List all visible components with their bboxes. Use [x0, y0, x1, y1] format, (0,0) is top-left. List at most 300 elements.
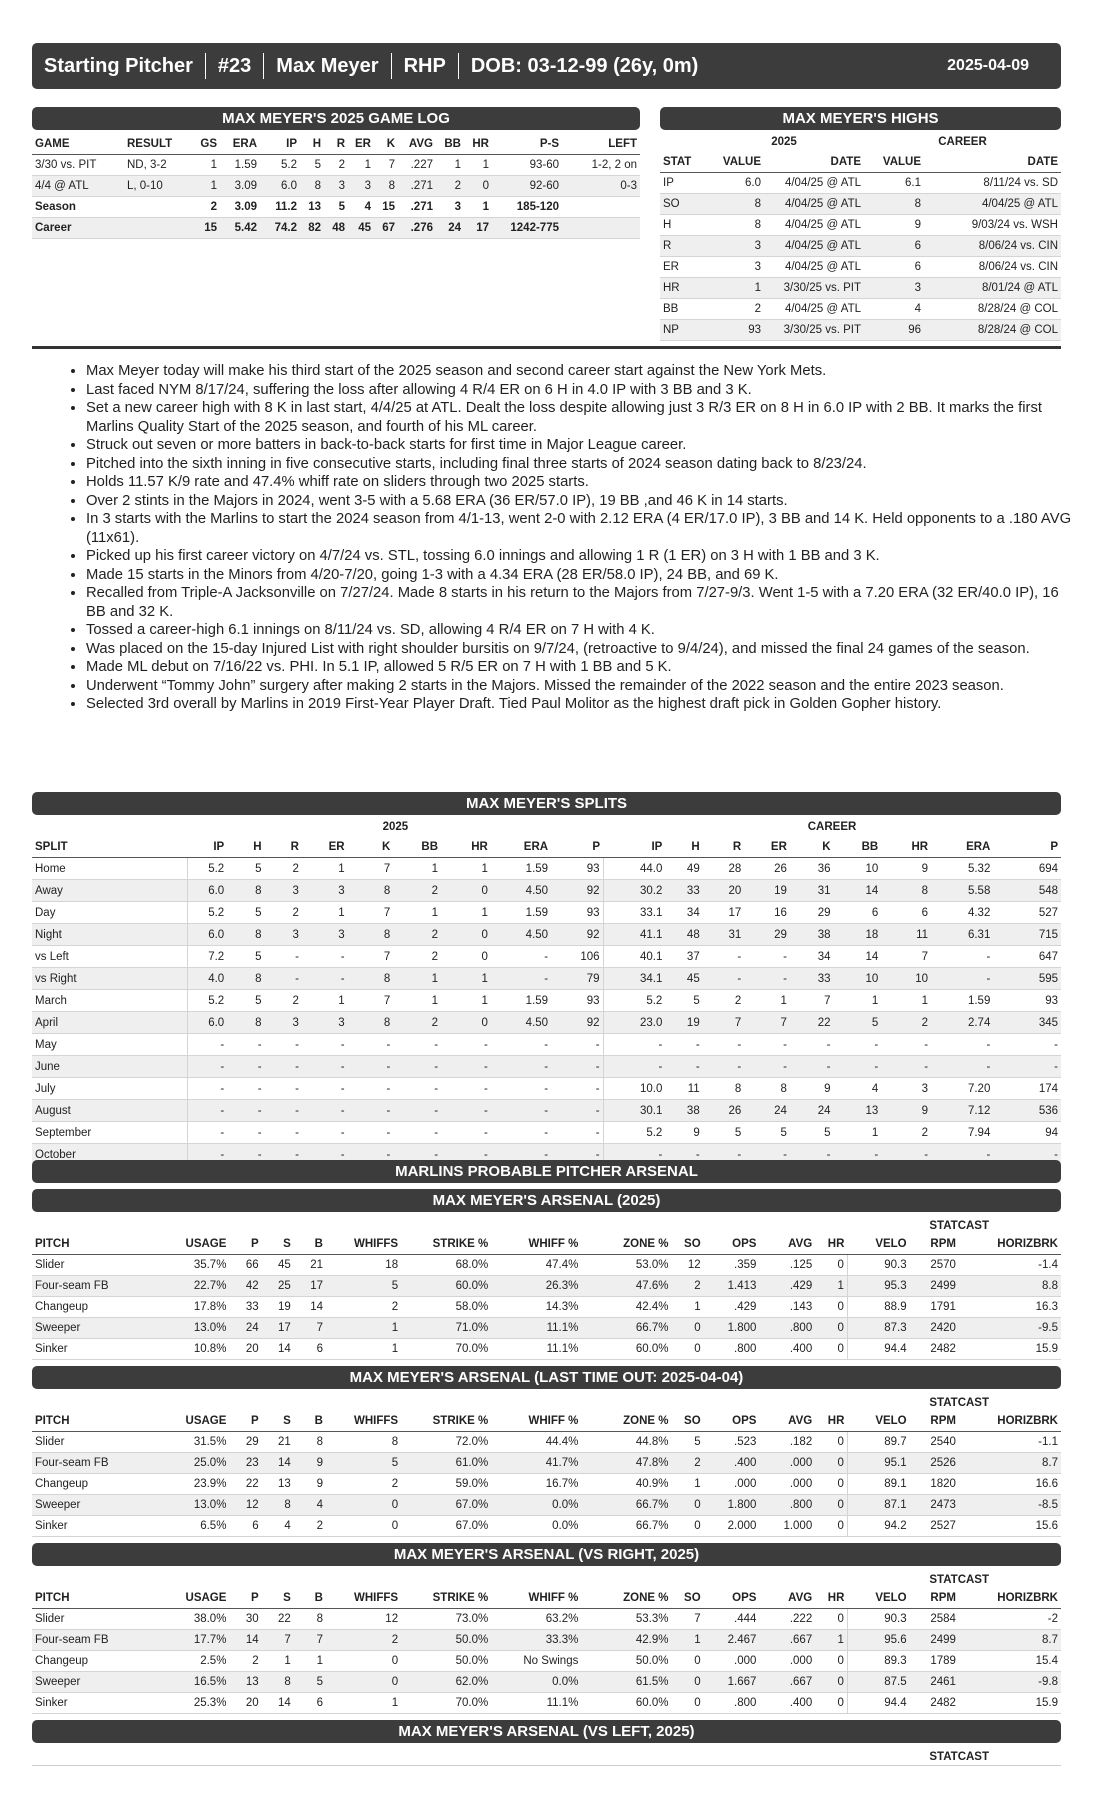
header-name: Max Meyer: [276, 54, 379, 77]
splits-cell: 5: [790, 1122, 834, 1144]
splits-cell: -: [302, 1100, 348, 1122]
splits-cell: 595: [993, 968, 1061, 990]
splits-cell: April: [32, 1012, 188, 1034]
splits-cell: 10: [834, 858, 882, 880]
game-log-column-header: HR: [464, 134, 492, 155]
game-log-cell: [562, 197, 640, 218]
splits-group-row: [32, 817, 1061, 837]
arsenal-cell: 0: [671, 1318, 703, 1339]
splits-cell: -: [551, 1144, 603, 1166]
splits-cell: -: [265, 1056, 302, 1078]
highs-column-header: DATE: [764, 152, 864, 173]
arsenal-row: [32, 1276, 1061, 1297]
splits-cell: 19: [744, 880, 790, 902]
arsenal-cell: 16.6: [959, 1474, 1061, 1495]
note-item: • Made 15 starts in the Minors from 4/20-7/20, going 1-3 with a 4.34 ERA (28 ER/58.0 IP), 24 BB, and 69 K.: [86, 566, 1076, 585]
splits-cell: -: [441, 1122, 491, 1144]
arsenal-column-header: ZONE %: [581, 1588, 671, 1609]
splits-cell: -: [665, 1144, 702, 1166]
note-item: • Selected 3rd overall by Marlins in 2019 First-Year Player Draft. Tied Paul Molitor as the highest draft pick in Golden Gopher history.: [86, 695, 1076, 714]
highs-cell: 6: [864, 257, 924, 278]
arsenal-cell: 2420: [910, 1318, 959, 1339]
arsenal-row: [32, 1495, 1061, 1516]
arsenal-cell: 21: [294, 1255, 326, 1276]
arsenal-cell: 1: [326, 1318, 401, 1339]
splits-cell: -: [551, 1034, 603, 1056]
game-log-column-header: K: [374, 134, 398, 155]
arsenal-column-header: SO: [671, 1588, 703, 1609]
highs-cell: SO: [660, 194, 704, 215]
arsenal-cell: 2526: [910, 1453, 959, 1474]
splits-cell: 7: [790, 990, 834, 1012]
arsenal-cell: 2473: [910, 1495, 959, 1516]
arsenal-cell: .800: [704, 1339, 760, 1360]
arsenal-cell: .000: [759, 1474, 815, 1495]
arsenal-cell: .182: [759, 1432, 815, 1453]
arsenal-cell: 1: [671, 1474, 703, 1495]
splits-cell: March: [32, 990, 188, 1012]
arsenal-column-header: AVG: [759, 1411, 815, 1432]
header-number: #23: [217, 54, 252, 77]
arsenal-cell: Slider: [32, 1255, 171, 1276]
splits-cell: -: [302, 946, 348, 968]
arsenal-cell: 66.7%: [581, 1516, 671, 1537]
note-item: • Pitched into the sixth inning in five consecutive starts, including final three starts of 2024 season dating back to 8/23/24.: [86, 455, 1076, 474]
splits-cell: 1.59: [491, 858, 551, 880]
highs-cell: NP: [660, 320, 704, 341]
arsenal-cell: Slider: [32, 1609, 171, 1630]
arsenal-cell: 0: [671, 1339, 703, 1360]
splits-cell: -: [603, 1034, 665, 1056]
arsenal-cell: 50.0%: [401, 1630, 491, 1651]
header-dob: DOB: 03-12-99 (26y, 0m): [470, 54, 699, 77]
splits-row: [32, 990, 1061, 1012]
splits-row: [32, 1034, 1061, 1056]
arsenal-cell: 25.3%: [171, 1693, 229, 1714]
splits-cell: 93: [551, 902, 603, 924]
splits-cell: -: [302, 1034, 348, 1056]
splits-cell: 2: [265, 990, 302, 1012]
arsenal-cell: 0: [815, 1474, 847, 1495]
arsenal-column-header: B: [294, 1588, 326, 1609]
arsenal-cell: 70.0%: [401, 1693, 491, 1714]
splits-cell: October: [32, 1144, 188, 1166]
splits-column-header: ER: [302, 837, 348, 858]
arsenal-section: [32, 1160, 1061, 1766]
arsenal-cell: 44.8%: [581, 1432, 671, 1453]
arsenal-cell: 1: [326, 1339, 401, 1360]
splits-cell: 7.12: [931, 1100, 993, 1122]
splits-cell: 7.2: [188, 946, 227, 968]
splits-cell: 45: [665, 968, 702, 990]
arsenal-cell: 90.3: [847, 1255, 909, 1276]
arsenal-column-header: WHIFFS: [326, 1588, 401, 1609]
arsenal-column-header: USAGE: [171, 1234, 229, 1255]
splits-cell: 7: [744, 1012, 790, 1034]
arsenal-cell: 1.000: [759, 1516, 815, 1537]
splits-cell: 79: [551, 968, 603, 990]
note-item: • Was placed on the 15-day Injured List with right shoulder bursitis on 9/7/24, (retroactive to 9/4/24), and missed the final 24 games of the season.: [86, 640, 1076, 659]
game-log-cell: 8: [374, 176, 398, 197]
splits-column-header: SPLIT: [32, 837, 188, 858]
arsenal-column-header: RPM: [910, 1588, 959, 1609]
arsenal-column-header: HR: [815, 1588, 847, 1609]
arsenal-cell: 0: [815, 1651, 847, 1672]
splits-cell: 24: [790, 1100, 834, 1122]
splits-cell: 3: [302, 924, 348, 946]
arsenal-cell: 1: [294, 1651, 326, 1672]
splits-cell: 5.32: [931, 858, 993, 880]
statcast-label: STATCAST: [929, 1397, 989, 1409]
arsenal-cell: 11.1%: [491, 1318, 581, 1339]
arsenal-cell: 11.1%: [491, 1693, 581, 1714]
splits-cell: 8: [227, 968, 264, 990]
game-log-cell: .271: [398, 176, 436, 197]
game-log-cell: 185-120: [492, 197, 562, 218]
arsenal-cell: 12: [326, 1609, 401, 1630]
splits-cell: -: [491, 968, 551, 990]
splits-cell: 0: [441, 880, 491, 902]
arsenal-cell: .400: [759, 1339, 815, 1360]
game-log-column-header: RESULT: [124, 134, 194, 155]
splits-cell: -: [491, 1078, 551, 1100]
splits-cell: 5: [744, 1122, 790, 1144]
splits-cell: -: [227, 1100, 264, 1122]
arsenal-column-header: ZONE %: [581, 1411, 671, 1432]
splits-cell: -: [665, 1034, 702, 1056]
arsenal-cell: 0: [815, 1495, 847, 1516]
splits-cell: 2: [881, 1012, 931, 1034]
arsenal-cell: Sinker: [32, 1516, 171, 1537]
splits-cell: -: [551, 1056, 603, 1078]
arsenal-cell: 8: [294, 1609, 326, 1630]
arsenal-column-header: HORIZBRK: [959, 1411, 1061, 1432]
splits-cell: -: [265, 1078, 302, 1100]
arsenal-cell: 0: [815, 1255, 847, 1276]
splits-cell: 93: [551, 990, 603, 1012]
splits-cell: 5: [703, 1122, 745, 1144]
splits-column-header: H: [227, 837, 264, 858]
splits-cell: 6.0: [188, 880, 227, 902]
statcast-label: STATCAST: [929, 1220, 989, 1232]
arsenal-row: [32, 1297, 1061, 1318]
game-log-cell: 3: [348, 176, 374, 197]
arsenal-cell: 95.3: [847, 1276, 909, 1297]
splits-cell: -: [441, 1056, 491, 1078]
arsenal-cell: 0: [815, 1609, 847, 1630]
arsenal-cell: 5: [294, 1672, 326, 1693]
arsenal-cell: .800: [759, 1495, 815, 1516]
splits-cell: -: [491, 1122, 551, 1144]
arsenal-cell: 14.3%: [491, 1297, 581, 1318]
highs-section: [660, 107, 1061, 341]
highs-row: [660, 194, 1061, 215]
arsenal-cell: 13.0%: [171, 1495, 229, 1516]
arsenal-cell: 1791: [910, 1297, 959, 1318]
splits-cell: -: [188, 1144, 227, 1166]
splits-cell: 9: [881, 1100, 931, 1122]
game-log-row: [32, 176, 640, 197]
splits-cell: 0: [441, 924, 491, 946]
arsenal-cell: 1: [671, 1630, 703, 1651]
header-divider: [263, 53, 264, 79]
arsenal-cell: 61.0%: [401, 1453, 491, 1474]
arsenal-column-header: HORIZBRK: [959, 1588, 1061, 1609]
splits-row: [32, 1078, 1061, 1100]
highs-row: [660, 299, 1061, 320]
note-item: • In 3 starts with the Marlins to start the 2024 season from 4/1-13, went 2-0 with 2.12 ERA (4 ER/17.0 IP), 3 BB and 14 K. Held opponents to a .180 AVG (11x61).: [86, 510, 1076, 547]
arsenal-row: [32, 1339, 1061, 1360]
arsenal-header-row: [32, 1588, 1061, 1609]
highs-row: [660, 278, 1061, 299]
highs-cell: R: [660, 236, 704, 257]
highs-column-header: VALUE: [704, 152, 764, 173]
splits-cell: 26: [744, 858, 790, 880]
arsenal-column-header: S: [262, 1411, 294, 1432]
arsenal-cell: 89.7: [847, 1432, 909, 1453]
splits-cell: 34.1: [603, 968, 665, 990]
game-log-cell: 82: [300, 218, 324, 239]
splits-cell: 6.0: [188, 924, 227, 946]
arsenal-cell: 8.8: [959, 1276, 1061, 1297]
highs-cell: 4/04/25 @ ATL: [764, 299, 864, 320]
splits-cell: -: [931, 1144, 993, 1166]
highs-cell: 4/04/25 @ ATL: [764, 236, 864, 257]
game-log-cell: 8: [300, 176, 324, 197]
arsenal-cell: 6.5%: [171, 1516, 229, 1537]
note-item: • Max Meyer today will make his third start of the 2025 season and second career start against the New York Mets.: [86, 362, 1076, 381]
arsenal-column-header: WHIFF %: [491, 1411, 581, 1432]
highs-cell: 8: [704, 215, 764, 236]
arsenal-cell: 70.0%: [401, 1339, 491, 1360]
splits-cell: 0: [441, 946, 491, 968]
arsenal-column-header: S: [262, 1588, 294, 1609]
splits-cell: 1: [441, 990, 491, 1012]
arsenal-cell: 87.1: [847, 1495, 909, 1516]
arsenal-cell: 53.3%: [581, 1609, 671, 1630]
arsenal-cell: 60.0%: [581, 1693, 671, 1714]
arsenal-column-header: USAGE: [171, 1411, 229, 1432]
splits-row: [32, 924, 1061, 946]
splits-cell: -: [227, 1144, 264, 1166]
arsenal-cell: 29: [229, 1432, 261, 1453]
arsenal-cell: 20: [229, 1339, 261, 1360]
game-log-column-header: AVG: [398, 134, 436, 155]
statcast-label: STATCAST: [32, 1743, 1061, 1766]
highs-row: [660, 173, 1061, 194]
arsenal-cell: 0: [326, 1495, 401, 1516]
arsenal-cell: 72.0%: [401, 1432, 491, 1453]
splits-title: MAX MEYER'S SPLITS: [32, 792, 1061, 815]
splits-body: [32, 858, 1061, 1166]
splits-cell: 29: [744, 924, 790, 946]
highs-cell: 4/04/25 @ ATL: [764, 257, 864, 278]
game-log-cell: 45: [348, 218, 374, 239]
splits-cell: 8: [703, 1078, 745, 1100]
arsenal-right-table: [32, 1588, 1061, 1714]
game-log-cell: 2: [324, 155, 348, 176]
arsenal-row: [32, 1630, 1061, 1651]
arsenal-cell: 10.8%: [171, 1339, 229, 1360]
game-log-column-header: IP: [260, 134, 300, 155]
splits-cell: 8: [348, 1012, 394, 1034]
arsenal-column-header: RPM: [910, 1411, 959, 1432]
splits-cell: 3: [302, 880, 348, 902]
arsenal-cell: 33: [229, 1297, 261, 1318]
splits-cell: 41.1: [603, 924, 665, 946]
arsenal-cell: 0.0%: [491, 1516, 581, 1537]
arsenal-cell: 41.7%: [491, 1453, 581, 1474]
game-log-cell: Season: [32, 197, 124, 218]
splits-cell: -: [188, 1056, 227, 1078]
splits-cell: -: [703, 946, 745, 968]
splits-cell: -: [348, 1122, 394, 1144]
splits-cell: June: [32, 1056, 188, 1078]
highs-row: [660, 257, 1061, 278]
highs-column-header: STAT: [660, 152, 704, 173]
arsenal-column-header: SO: [671, 1234, 703, 1255]
arsenal-cell: 45: [262, 1255, 294, 1276]
splits-cell: 715: [993, 924, 1061, 946]
splits-cell: 5.58: [931, 880, 993, 902]
arsenal-cell: 21: [262, 1432, 294, 1453]
splits-cell: 4.50: [491, 924, 551, 946]
highs-cell: 8/06/24 vs. CIN: [924, 236, 1061, 257]
game-log-column-header: P-S: [492, 134, 562, 155]
splits-cell: -: [790, 1144, 834, 1166]
arsenal-cell: 17.7%: [171, 1630, 229, 1651]
highs-cell: 8: [864, 194, 924, 215]
splits-column-header: ER: [744, 837, 790, 858]
splits-column-header: P: [993, 837, 1061, 858]
game-log-cell: 48: [324, 218, 348, 239]
arsenal-row: [32, 1432, 1061, 1453]
game-log-table: [32, 134, 640, 239]
arsenal-column-header: USAGE: [171, 1588, 229, 1609]
arsenal-row: [32, 1651, 1061, 1672]
splits-cell: 10.0: [603, 1078, 665, 1100]
arsenal-cell: 24: [229, 1318, 261, 1339]
splits-cell: 8: [227, 880, 264, 902]
splits-cell: 1: [834, 1122, 882, 1144]
splits-cell: 29: [790, 902, 834, 924]
section-divider: [32, 346, 1061, 349]
game-log-cell: 3.09: [220, 176, 260, 197]
arsenal-row: [32, 1318, 1061, 1339]
arsenal-cell: 47.6%: [581, 1276, 671, 1297]
arsenal-cell: 2: [326, 1474, 401, 1495]
splits-column-header: H: [665, 837, 702, 858]
arsenal-cell: 2584: [910, 1609, 959, 1630]
game-log-cell: .271: [398, 197, 436, 218]
highs-cell: 8/28/24 @ COL: [924, 299, 1061, 320]
arsenal-column-header: HORIZBRK: [959, 1234, 1061, 1255]
arsenal-cell: 0: [815, 1672, 847, 1693]
highs-header-row: [660, 152, 1061, 173]
highs-table: [660, 132, 1061, 341]
splits-cell: 8: [348, 968, 394, 990]
note-item: • Struck out seven or more batters in back-to-back starts for first time in Major League career.: [86, 436, 1076, 455]
game-log-cell: 67: [374, 218, 398, 239]
arsenal-cell: 94.2: [847, 1516, 909, 1537]
splits-cell: -: [993, 1056, 1061, 1078]
arsenal-cell: 0: [815, 1297, 847, 1318]
arsenal-cell: 17: [262, 1318, 294, 1339]
arsenal-cell: 2.000: [704, 1516, 760, 1537]
splits-cell: -: [993, 1144, 1061, 1166]
splits-cell: 48: [665, 924, 702, 946]
highs-cell: 9: [864, 215, 924, 236]
splits-cell: 34: [665, 902, 702, 924]
header-banner: [32, 43, 1061, 89]
splits-column-header: ERA: [491, 837, 551, 858]
splits-cell: 174: [993, 1078, 1061, 1100]
arsenal-cell: .000: [759, 1453, 815, 1474]
splits-column-header: ERA: [931, 837, 993, 858]
arsenal-column-header: SO: [671, 1411, 703, 1432]
arsenal-cell: 71.0%: [401, 1318, 491, 1339]
splits-cell: 33: [790, 968, 834, 990]
arsenal-cell: .800: [704, 1693, 760, 1714]
note-item: • Picked up his first career victory on 4/7/24 vs. STL, tossing 6.0 innings and allowing 1 R (1 ER) on 3 H with 1 BB and 3 K.: [86, 547, 1076, 566]
arsenal-cell: 94.4: [847, 1693, 909, 1714]
splits-cell: -: [931, 1034, 993, 1056]
arsenal-cell: 67.0%: [401, 1516, 491, 1537]
splits-cell: 2: [265, 858, 302, 880]
game-log-header-row: [32, 134, 640, 155]
arsenal-cell: 2540: [910, 1432, 959, 1453]
arsenal-cell: 50.0%: [401, 1651, 491, 1672]
arsenal-column-header: OPS: [704, 1588, 760, 1609]
game-log-cell: 5: [324, 197, 348, 218]
header-throws: RHP: [403, 54, 446, 77]
arsenal-cell: 0: [671, 1651, 703, 1672]
arsenal-row: [32, 1693, 1061, 1714]
note-item: • Over 2 stints in the Majors in 2024, went 3-5 with a 5.68 ERA (36 ER/57.0 IP), 19 BB ,and 46 K in 14 starts.: [86, 492, 1076, 511]
game-log-title: MAX MEYER'S 2025 GAME LOG: [32, 107, 640, 130]
splits-cell: -: [551, 1078, 603, 1100]
arsenal-cell: 47.4%: [491, 1255, 581, 1276]
splits-cell: 16: [744, 902, 790, 924]
splits-cell: 5: [665, 990, 702, 1012]
arsenal-column-header: RPM: [910, 1234, 959, 1255]
arsenal-cell: 15.6: [959, 1516, 1061, 1537]
arsenal-cell: 25: [262, 1276, 294, 1297]
splits-cell: 1.59: [491, 902, 551, 924]
splits-row: [32, 902, 1061, 924]
splits-cell: Day: [32, 902, 188, 924]
splits-cell: -: [265, 1122, 302, 1144]
splits-cell: -: [834, 1056, 882, 1078]
arsenal-column-header: ZONE %: [581, 1234, 671, 1255]
splits-cell: -: [393, 1122, 441, 1144]
splits-cell: 1: [393, 990, 441, 1012]
splits-cell: 1: [302, 990, 348, 1012]
splits-cell: 527: [993, 902, 1061, 924]
game-log-column-header: H: [300, 134, 324, 155]
splits-cell: vs Left: [32, 946, 188, 968]
splits-cell: -: [348, 1078, 394, 1100]
splits-cell: 1: [441, 902, 491, 924]
arsenal-cell: 40.9%: [581, 1474, 671, 1495]
arsenal-cell: 0: [815, 1339, 847, 1360]
splits-cell: vs Right: [32, 968, 188, 990]
arsenal-cell: .400: [704, 1453, 760, 1474]
arsenal-cell: 25.0%: [171, 1453, 229, 1474]
arsenal-cell: .000: [704, 1651, 760, 1672]
arsenal-column-header: B: [294, 1234, 326, 1255]
arsenal-cell: 30: [229, 1609, 261, 1630]
